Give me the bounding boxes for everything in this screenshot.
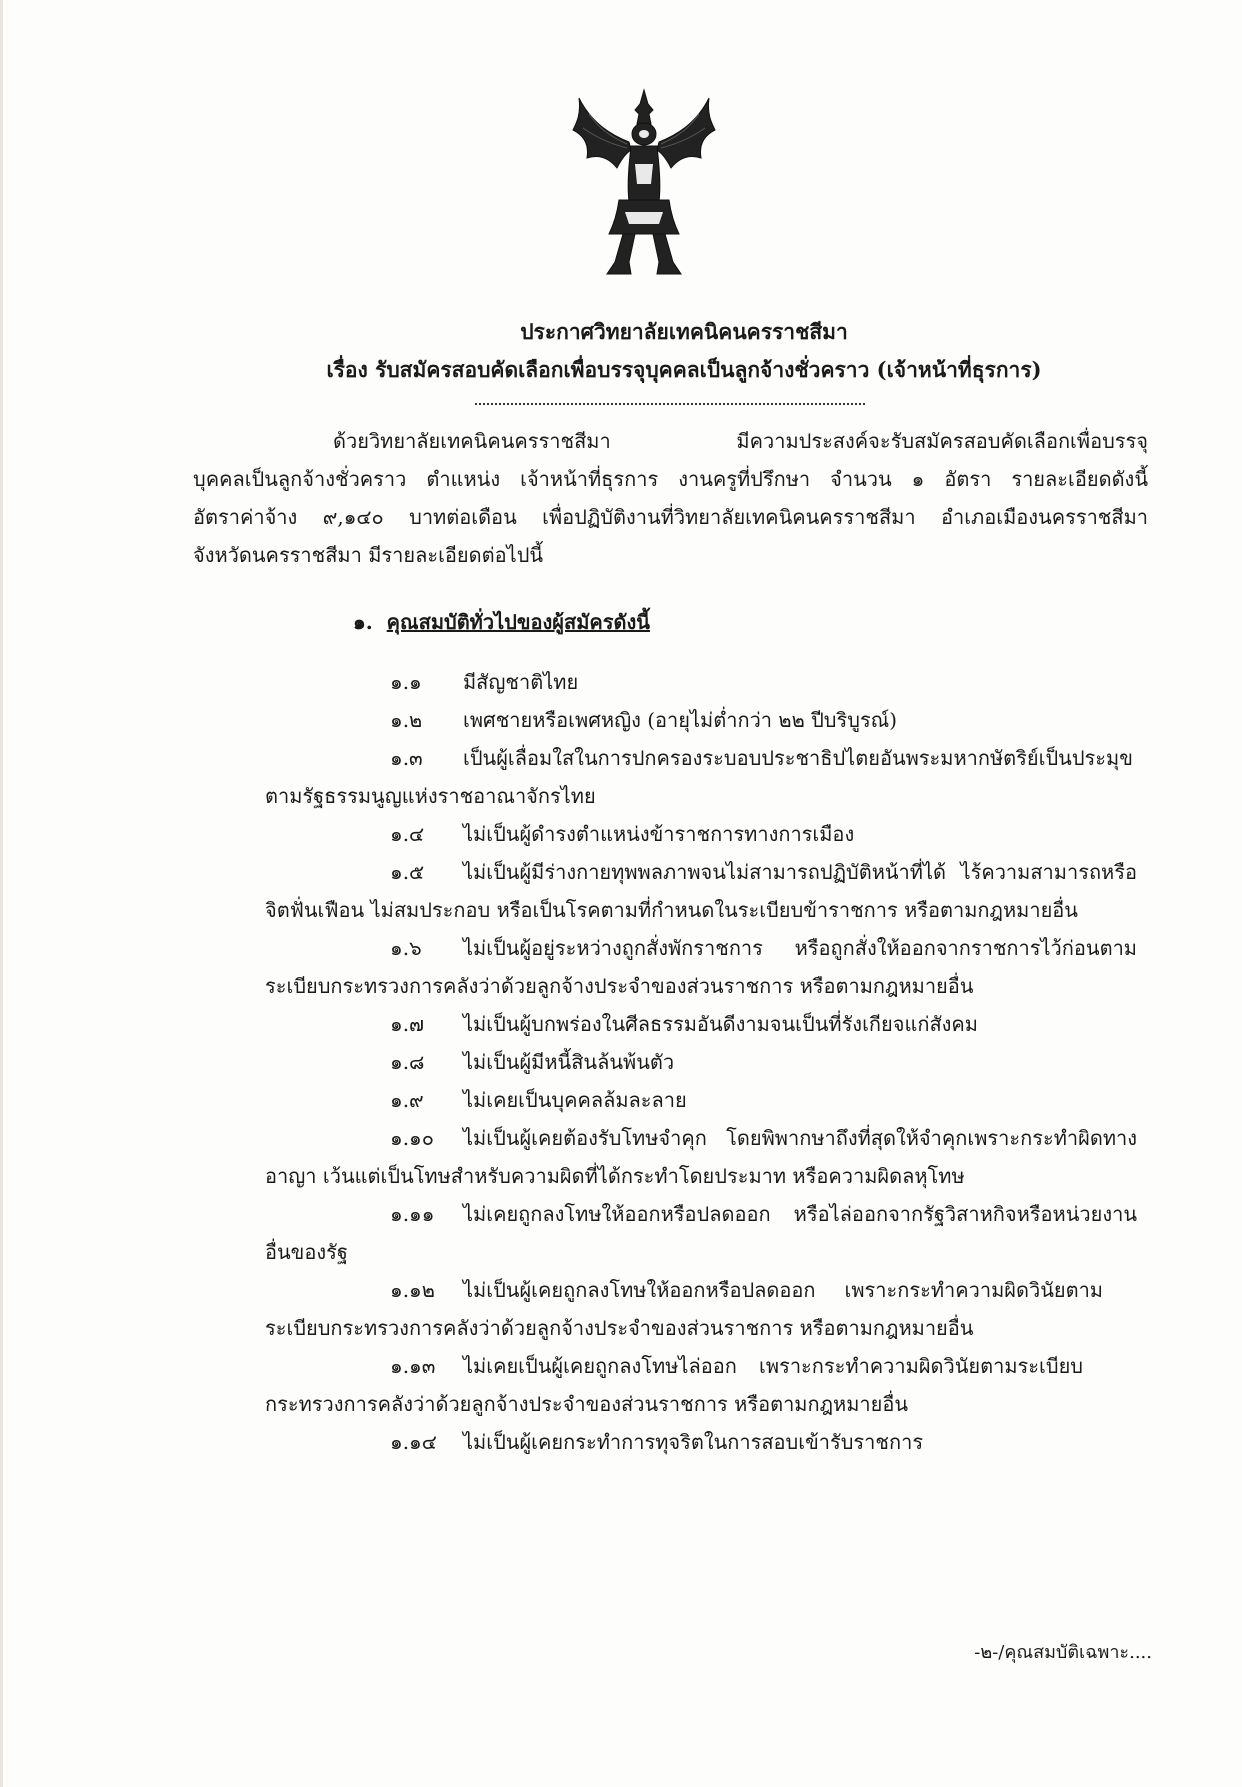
item-number: ๑.๖ <box>390 936 422 960</box>
item-text: เพศชายหรือเพศหญิง (อายุไม่ต่ำกว่า ๒๒ ปีบริบูรณ์) <box>463 708 898 732</box>
page-continuation-note: -๒-/คุณสมบัติเฉพาะ.... <box>974 1642 1152 1663</box>
item-text-continued: ระเบียบกระทรวงการคลังว่าด้วยลูกจ้างประจำของส่วนราชการ หรือตามกฎหมายอื่น <box>265 974 974 998</box>
item-text: ไม่เป็นผู้ดำรงตำแหน่งข้าราชการทางการเมือง <box>463 822 855 846</box>
item-text-continued: อื่นของรัฐ <box>265 1240 348 1264</box>
item-number: ๑.๑๔ <box>390 1430 437 1454</box>
item-number: ๑.๓ <box>390 746 423 770</box>
item-text: ไม่เป็นผู้เคยต้องรับโทษจำคุก โดยพิพากษาถึงที่สุดให้จำคุกเพราะกระทำผิดทาง <box>463 1126 1137 1150</box>
item-number: ๑.๑ <box>390 670 422 694</box>
intro-line-2: บุคคลเป็นลูกจ้างชั่วคราว ตำแหน่ง เจ้าหน้าที่ธุรการ งานครูที่ปรึกษา จำนวน ๑ อัตรา รายละเอียดดังนี้ <box>193 467 1148 491</box>
item-text: ไม่เป็นผู้อยู่ระหว่างถูกสั่งพักราชการ หรือถูกสั่งให้ออกจากราชการไว้ก่อนตาม <box>463 936 1137 960</box>
item-text: ไม่เคยถูกลงโทษให้ออกหรือปลดออก หรือไล่ออกจากรัฐวิสาหกิจหรือหน่วยงาน <box>463 1202 1137 1226</box>
item-text-continued: ตามรัฐธรรมนูญแห่งราชอาณาจักรไทย <box>265 784 596 808</box>
item-number: ๑.๑๐ <box>390 1126 434 1150</box>
item-text: ไม่เป็นผู้มีร่างกายทุพพลภาพจนไม่สามารถปฏิบัติหน้าที่ได้ ไร้ความสามารถหรือ <box>463 860 1137 884</box>
item-text-continued: อาญา เว้นแต่เป็นโทษสำหรับความผิดที่ได้กระทำโดยประมาท หรือความผิดลหุโทษ <box>265 1164 965 1188</box>
item-number: ๑.๘ <box>390 1050 425 1074</box>
section-number: ๑. <box>353 610 373 634</box>
section-title: คุณสมบัติทั่วไปของผู้สมัครดังนี้ <box>386 610 650 634</box>
item-text-continued: กระทรวงการคลังว่าด้วยลูกจ้างประจำของส่วนราชการ หรือตามกฎหมายอื่น <box>265 1392 909 1416</box>
item-number: ๑.๔ <box>390 822 425 846</box>
section-heading <box>353 608 650 636</box>
item-text: ไม่เป็นผู้บกพร่องในศีลธรรมอันดีงามจนเป็นที่รังเกียจแก่สังคม <box>463 1012 978 1036</box>
item-number: ๑.๗ <box>390 1012 425 1036</box>
item-number: ๑.๑๓ <box>390 1354 436 1378</box>
intro-line-1: ด้วยวิทยาลัยเทคนิคนครราชสีมา มีความประสงค์จะรับสมัครสอบคัดเลือกเพื่อบรรจุ <box>333 429 1148 453</box>
item-number: ๑.๙ <box>390 1088 424 1112</box>
announcement-subject: เรื่อง รับสมัครสอบคัดเลือกเพื่อบรรจุบุคคลเป็นลูกจ้างชั่วคราว (เจ้าหน้าที่ธุรการ) <box>326 357 1042 382</box>
item-text: มีสัญชาติไทย <box>463 670 579 694</box>
item-number: ๑.๑๒ <box>390 1278 435 1302</box>
item-text-continued: ระเบียบกระทรวงการคลังว่าด้วยลูกจ้างประจำของส่วนราชการ หรือตามกฎหมายอื่น <box>265 1316 974 1340</box>
item-text: ไม่เคยเป็นผู้เคยถูกลงโทษไล่ออก เพราะกระทำความผิดวินัยตามระเบียบ <box>463 1354 1083 1378</box>
item-text: ไม่เป็นผู้มีหนี้สินล้นพ้นตัว <box>463 1050 675 1074</box>
item-number: ๑.๑๑ <box>390 1202 435 1226</box>
item-text: ไม่เคยเป็นบุคคลล้มละลาย <box>463 1088 687 1112</box>
item-text: ไม่เป็นผู้เคยถูกลงโทษให้ออกหรือปลดออก เพราะกระทำความผิดวินัยตาม <box>463 1278 1103 1302</box>
intro-line-3: อัตราค่าจ้าง ๙,๑๔๐ บาทต่อเดือน เพื่อปฏิบัติงานที่วิทยาลัยเทคนิคนครราชสีมา อำเภอเมืองนครราชสีมา <box>193 505 1148 529</box>
intro-line-4: จังหวัดนครราชสีมา มีรายละเอียดต่อไปนี้ <box>193 543 544 567</box>
item-text: เป็นผู้เลื่อมใสในการปกครองระบอบประชาธิปไตยอันพระมหากษัตริย์เป็นประมุข <box>463 746 1133 770</box>
dotted-divider <box>475 403 865 405</box>
garuda-emblem <box>569 84 719 284</box>
item-number: ๑.๕ <box>390 860 425 884</box>
item-text-continued: จิตฟั่นเฟือน ไม่สมประกอบ หรือเป็นโรคตามที่กำหนดในระเบียบข้าราชการ หรือตามกฎหมายอื่น <box>265 898 1078 922</box>
announcement-title: ประกาศวิทยาลัยเทคนิคนครราชสีมา <box>520 319 848 344</box>
item-number: ๑.๒ <box>390 708 423 732</box>
item-text: ไม่เป็นผู้เคยกระทำการทุจริตในการสอบเข้ารับราชการ <box>463 1430 924 1454</box>
